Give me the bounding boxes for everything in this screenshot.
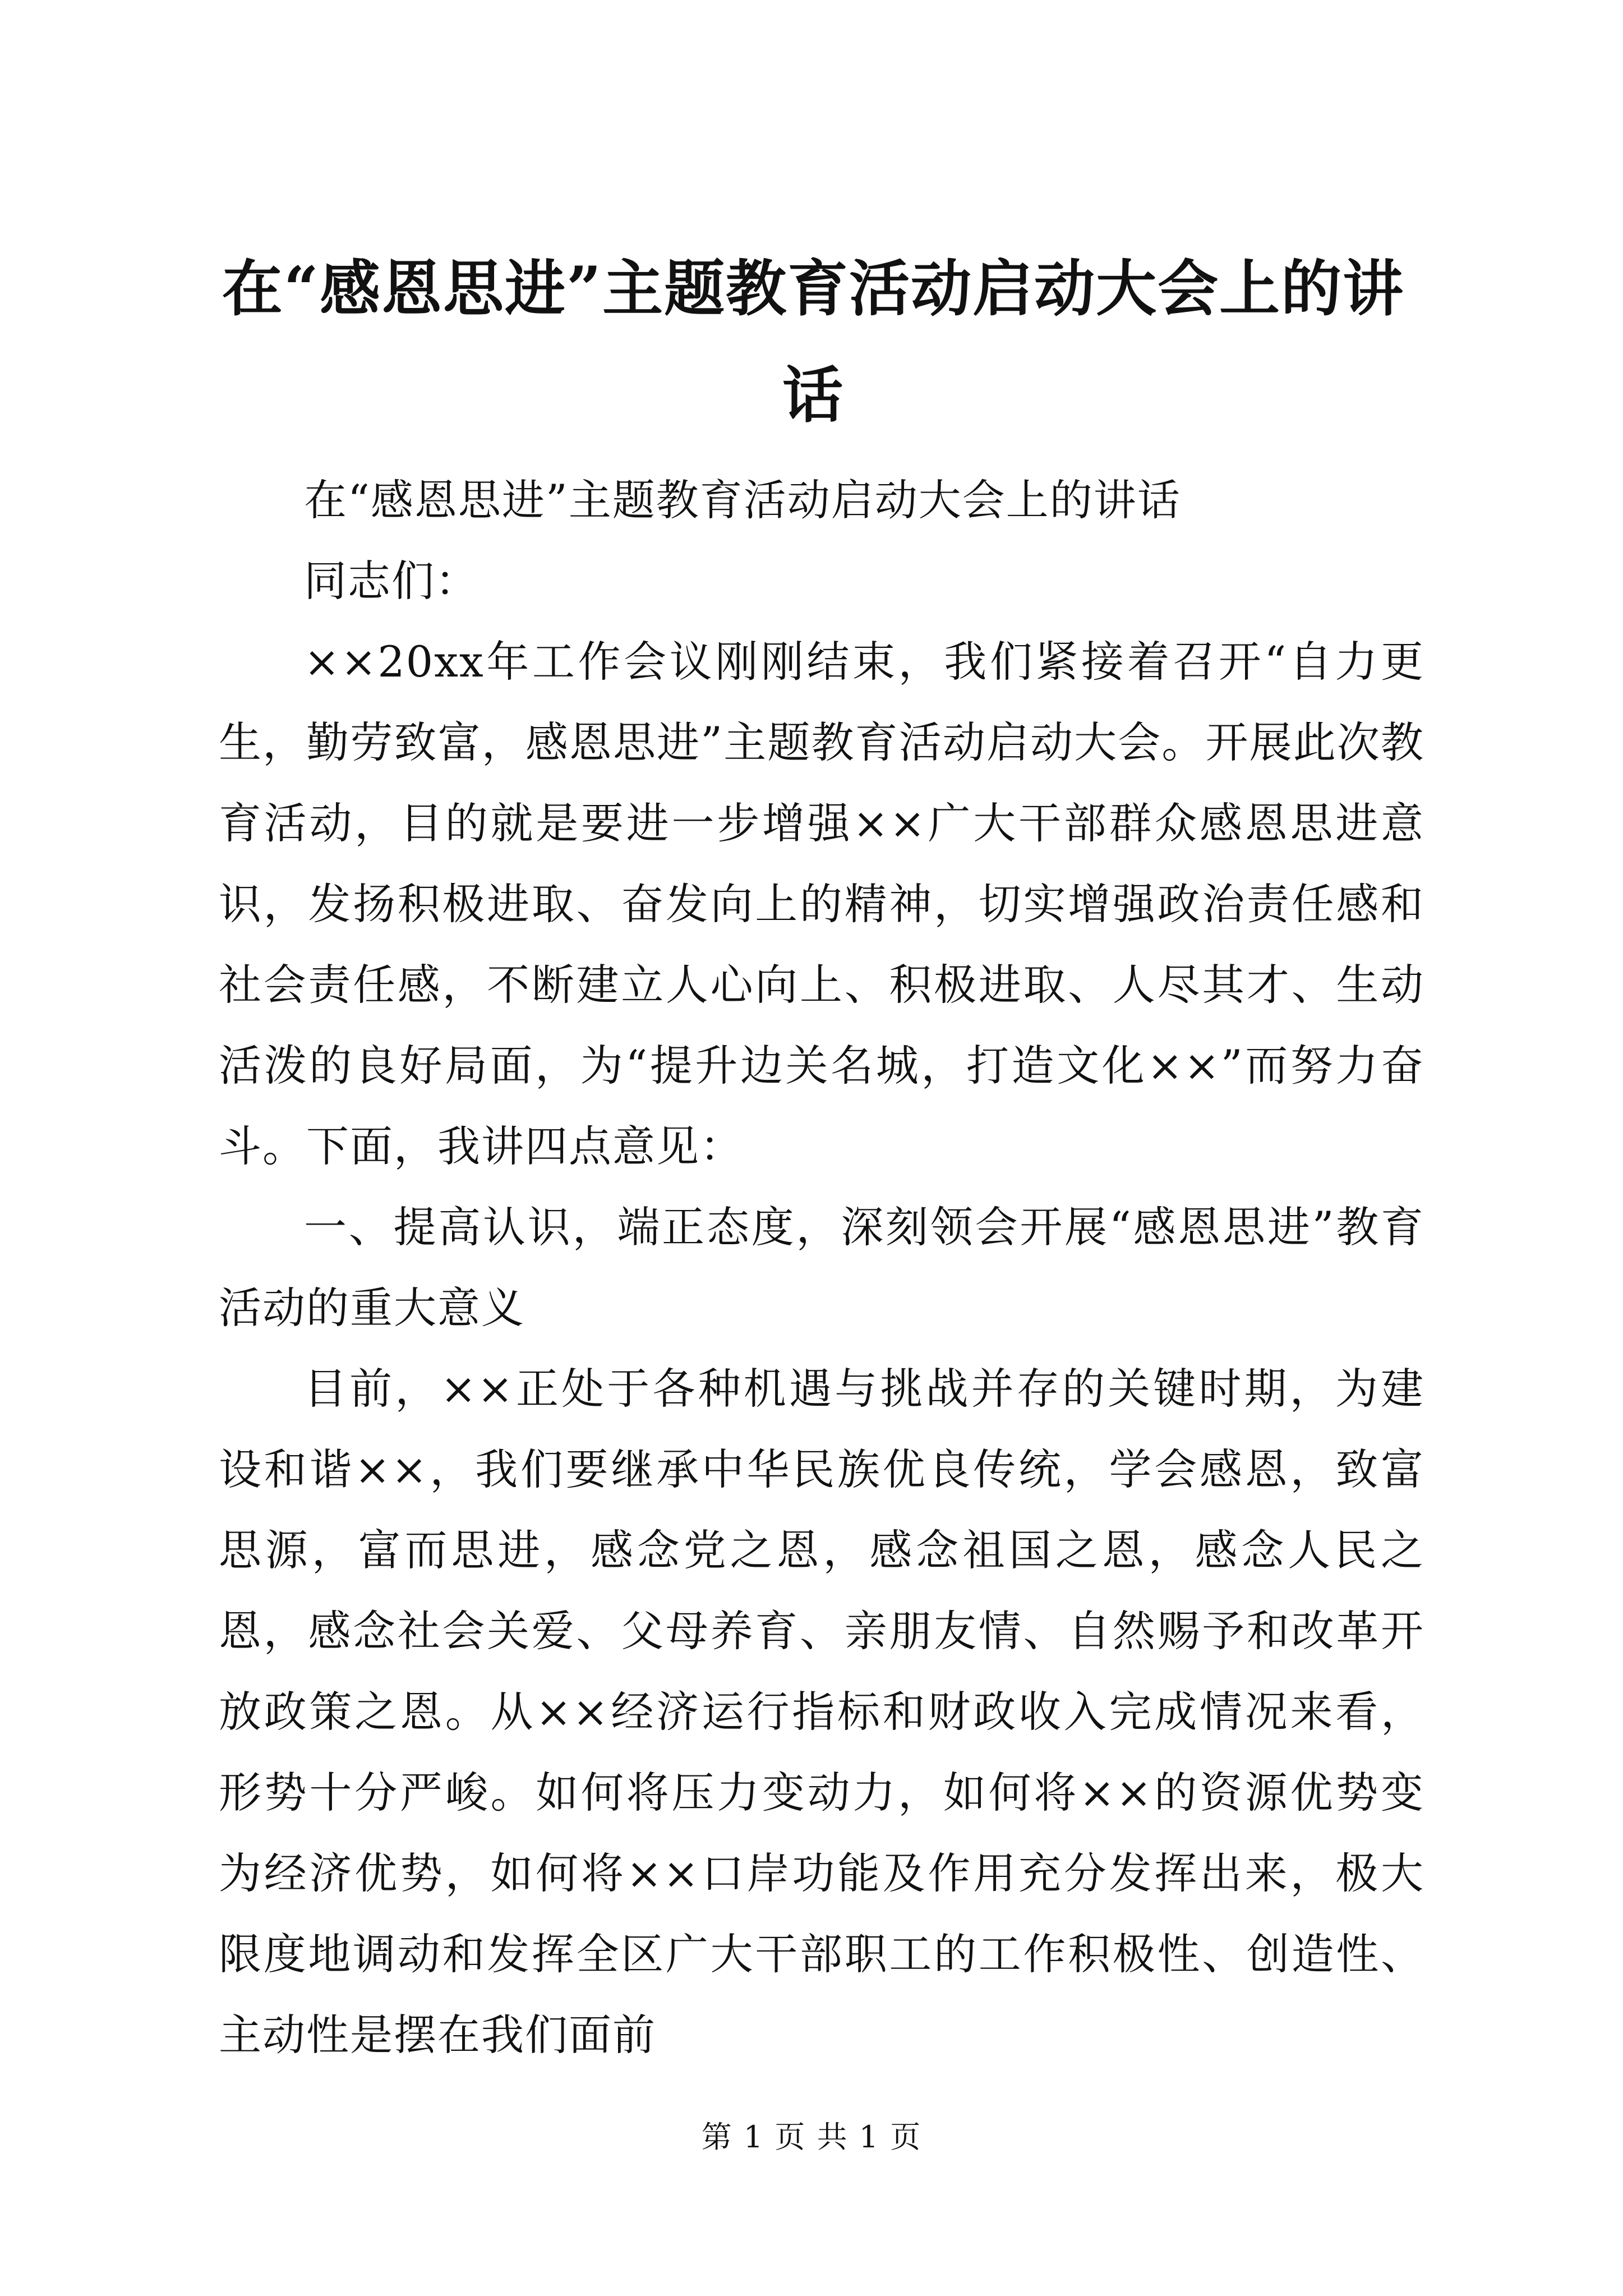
body-paragraph-intro: ××20xx年工作会议刚刚结束，我们紧接着召开“自力更生，勤劳致富，感恩思进”主题教育活动启动大会。开展此次教育活动，目的就是要进一步增强××广大干部群众感恩思进意识，发扬积极进取、奋发向上的精神，切实增强政治责任感和社会责任感，不断建立人心向上、积极进取、人尽其才、生动活泼的良好局面，为“提升边关名城，打造文化××”而努力奋斗。下面，我讲四点意见： — [219, 637, 1424, 1171]
body-paragraph-salutation: 同志们： — [304, 556, 479, 606]
page-footer: 第 1 页 共 1 页 — [701, 2119, 922, 2155]
body-paragraph-heading: 在“感恩思进”主题教育活动启动大会上的讲话 — [304, 475, 1181, 525]
document-body — [219, 460, 1424, 2076]
body-paragraph-current-situation: 目前，××正处于各种机遇与挑战并存的关键时期，为建设和谐××，我们要继承中华民族优良传统，学会感恩，致富思源，富而思进，感念党之恩，感念祖国之恩，感念人民之恩，感念社会关爱、父母养育、亲朋友情、自然赐予和改革开放政策之恩。从××经济运行指标和财政收入完成情况来看，形势十分严峻。如何将压力变动力，如何将××的资源优势变为经济优势，如何将××口岸功能及作用充分发挥出来，极大限度地调动和发挥全区广大干部职工的工作积极性、创造性、主动性是摆在我们面前 — [219, 1364, 1424, 2060]
body-paragraph-section-one: 一、提高认识，端正态度，深刻领会开展“感恩思进”教育活动的重大意义 — [219, 1202, 1424, 1333]
document-title: 在“感恩思进”主题教育活动启动大会上的讲话 — [222, 254, 1405, 431]
